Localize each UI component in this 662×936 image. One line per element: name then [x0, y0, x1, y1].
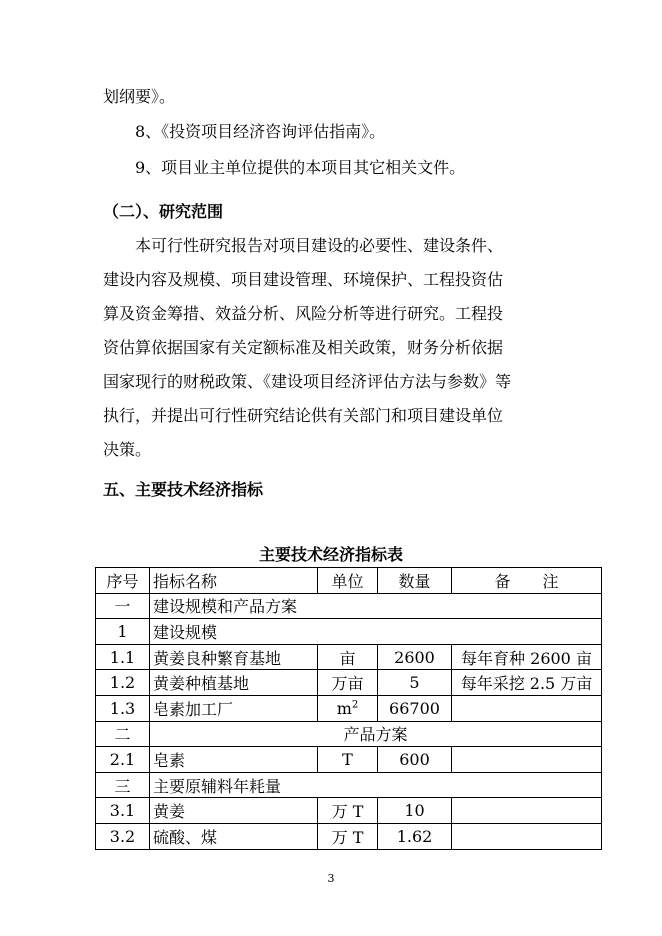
row-qty: 600 — [378, 747, 452, 773]
row-name: 黄姜良种繁育基地 — [150, 644, 318, 670]
row-name: 建设规模 — [150, 619, 602, 645]
row-name: 硫酸、煤 — [150, 823, 318, 849]
reference-item-8: 8、《投资项目经济咨询评估指南》。 — [135, 122, 386, 141]
row-note — [452, 798, 602, 824]
section-heading-indicators: 五、主要技术经济指标 — [103, 480, 264, 499]
row-note — [452, 747, 602, 773]
row-qty: 5 — [378, 670, 452, 696]
paragraph-line-4: 资估算依据国家有关定额标准及相关政策，财务分析依据 — [103, 338, 504, 357]
row-no: 1.3 — [96, 695, 150, 721]
indicators-table — [95, 567, 602, 850]
paragraph-line-2: 建设内容及规模、项目建设管理、环境保护、工程投资估 — [103, 270, 504, 289]
row-unit: 亩 — [318, 644, 378, 670]
header-cell: 备 注 — [452, 568, 602, 594]
paragraph-line-1: 本可行性研究报告对项目建设的必要性、建设条件、 — [135, 236, 504, 255]
paragraph-line-7: 决策。 — [103, 440, 152, 459]
row-no: 一 — [96, 593, 150, 619]
row-qty: 1.62 — [378, 823, 452, 849]
table-row — [96, 747, 602, 773]
row-unit: 万 T — [318, 798, 378, 824]
row-unit: 万亩 — [318, 670, 378, 696]
table-row — [96, 695, 602, 721]
table-row — [96, 721, 602, 747]
row-note: 每年采挖 2.5 万亩 — [452, 670, 602, 696]
row-no: 3.1 — [96, 798, 150, 824]
row-note — [452, 823, 602, 849]
row-note: 每年育种 2600 亩 — [452, 644, 602, 670]
header-cell: 数量 — [378, 568, 452, 594]
paragraph-line-5: 国家现行的财税政策、《建设项目经济评估方法与参数》等 — [103, 372, 512, 391]
table-row — [96, 644, 602, 670]
row-name: 皂素 — [150, 747, 318, 773]
row-qty: 10 — [378, 798, 452, 824]
row-no: 1.2 — [96, 670, 150, 696]
text-line-1: 划纲要》。 — [103, 87, 176, 106]
row-no: 3.2 — [96, 823, 150, 849]
table-row — [96, 593, 602, 619]
row-span-text: 产品方案 — [150, 721, 602, 747]
table-row — [96, 772, 602, 798]
row-name: 黄姜种植基地 — [150, 670, 318, 696]
header-cell: 序号 — [96, 568, 150, 594]
table-header-row — [96, 568, 602, 594]
row-qty: 66700 — [378, 695, 452, 721]
page-number: 3 — [327, 872, 335, 885]
row-unit: 万 T — [318, 823, 378, 849]
table-row — [96, 798, 602, 824]
table-row — [96, 619, 602, 645]
section-heading-research-scope: （二）、研究范围 — [103, 202, 224, 221]
row-name: 黄姜 — [150, 798, 318, 824]
row-name: 主要原辅料年耗量 — [150, 772, 602, 798]
row-no: 三 — [96, 772, 150, 798]
row-note — [452, 695, 602, 721]
row-no: 1 — [96, 619, 150, 645]
paragraph-line-3: 算及资金筹措、效益分析、风险分析等进行研究。工程投 — [103, 304, 504, 323]
table-title: 主要技术经济指标表 — [258, 545, 403, 564]
unit-superscript: 2 — [351, 699, 359, 711]
table-row — [96, 670, 602, 696]
header-cell: 指标名称 — [150, 568, 318, 594]
row-unit: T — [318, 747, 378, 773]
row-unit — [318, 695, 378, 721]
header-cell: 单位 — [318, 568, 378, 594]
reference-item-9: 9、项目业主单位提供的本项目其它相关文件。 — [135, 158, 466, 177]
row-no: 1.1 — [96, 644, 150, 670]
row-name: 建设规模和产品方案 — [150, 593, 602, 619]
row-no: 2.1 — [96, 747, 150, 773]
row-name: 皂素加工厂 — [150, 695, 318, 721]
row-qty: 2600 — [378, 644, 452, 670]
unit-base: m — [336, 698, 352, 718]
table-row — [96, 823, 602, 849]
paragraph-line-6: 执行，并提出可行性研究结论供有关部门和项目建设单位 — [103, 406, 504, 425]
row-no: 二 — [96, 721, 150, 747]
